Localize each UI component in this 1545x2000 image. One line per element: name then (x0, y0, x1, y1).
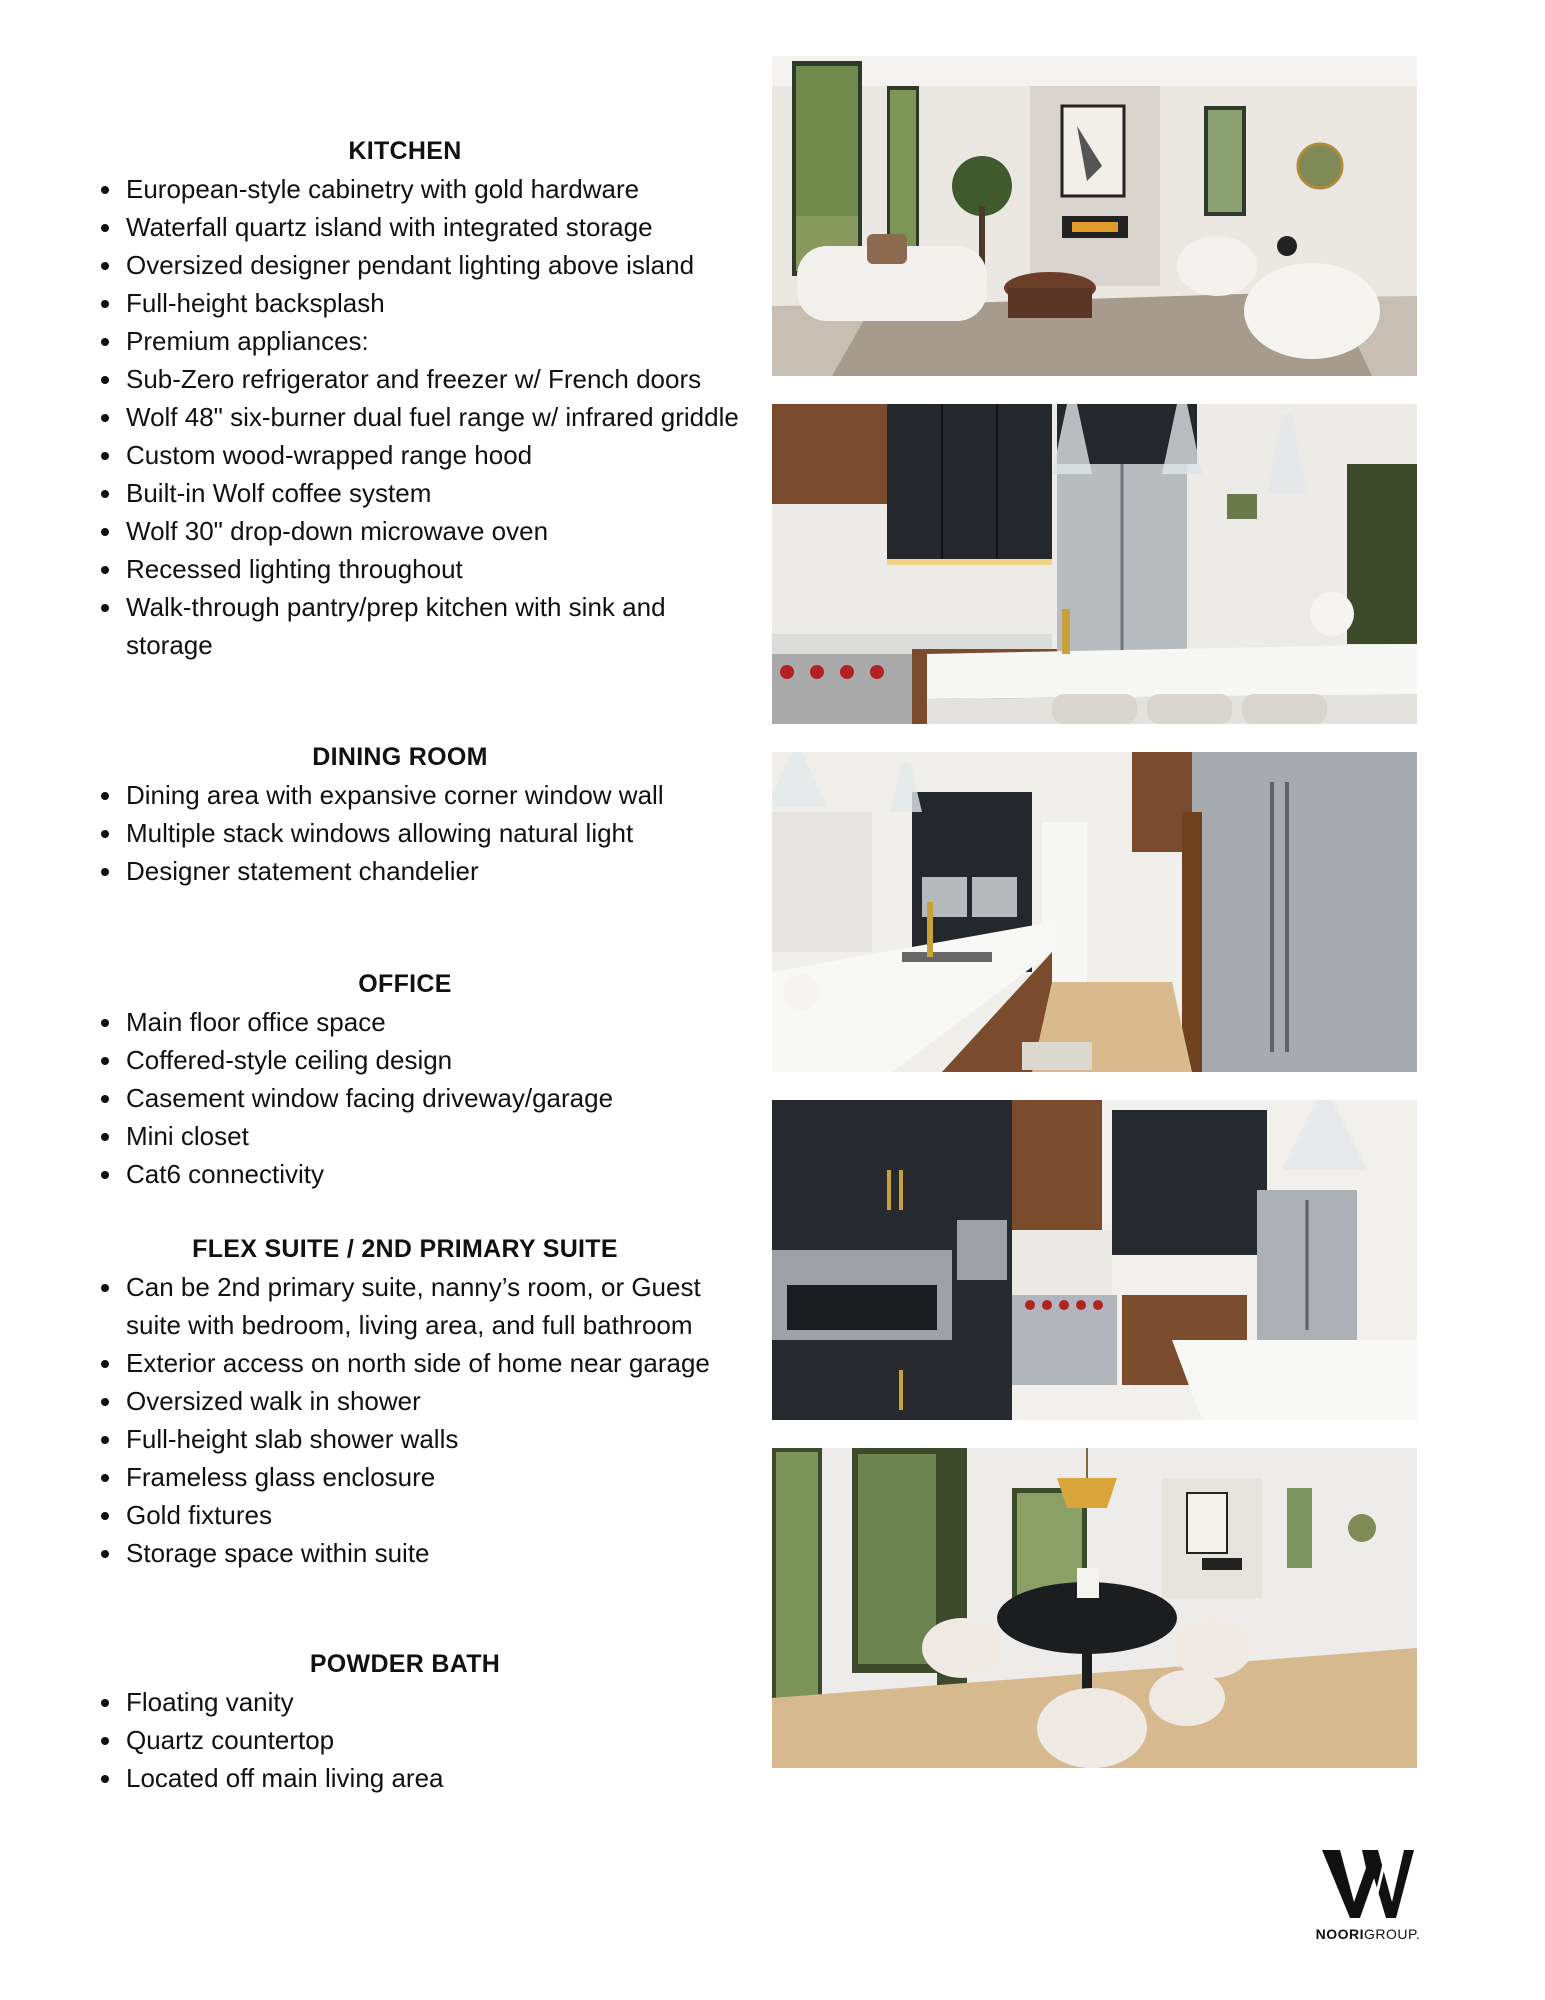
flex-suite-heading: FLEX SUITE / 2ND PRIMARY SUITE (192, 1235, 618, 1263)
list-item: • Frameless glass enclosure (124, 1458, 744, 1496)
list-item: • Main floor office space (124, 1003, 744, 1041)
flex-suite-list (96, 1268, 744, 1572)
w-logo-mark (1320, 1846, 1416, 1922)
list-item: • European-style cabinetry with gold hardware (124, 170, 744, 208)
list-item: • Coffered-style ceiling design (124, 1041, 744, 1079)
list-item: • Sub-Zero refrigerator and freezer w/ French doors (124, 360, 744, 398)
dining-heading: DINING ROOM (312, 743, 488, 771)
office-heading: OFFICE (358, 970, 452, 998)
kitchen-galley-photo (772, 752, 1417, 1072)
list-item: • Full-height backsplash (124, 284, 744, 322)
list-item: • Casement window facing driveway/garage (124, 1079, 744, 1117)
list-item: • Storage space within suite (124, 1534, 744, 1572)
list-item: • Can be 2nd primary suite, nanny’s room, or Guest suite with bedroom, living area, and full bathroom (124, 1268, 744, 1344)
office-list (96, 1003, 744, 1193)
list-item: • Oversized designer pendant lighting above island (124, 246, 744, 284)
kitchen-island-photo (772, 404, 1417, 724)
list-item: • Custom wood-wrapped range hood (124, 436, 744, 474)
list-item: • Mini closet (124, 1117, 744, 1155)
list-item: • Designer statement chandelier (124, 852, 744, 890)
kitchen-heading: KITCHEN (348, 137, 462, 165)
list-item: • Recessed lighting throughout (124, 550, 744, 588)
list-item: • Premium appliances: (124, 322, 744, 360)
noori-group-logo (1298, 1846, 1438, 1946)
list-item: • Multiple stack windows allowing natural light (124, 814, 744, 852)
list-item: • Wolf 48" six-burner dual fuel range w/ infrared griddle (124, 398, 744, 436)
list-item: • Oversized walk in shower (124, 1382, 744, 1420)
dining-list (96, 776, 744, 890)
list-item: • Waterfall quartz island with integrated storage (124, 208, 744, 246)
powder-bath-heading: POWDER BATH (309, 1650, 501, 1678)
living-room-photo (772, 56, 1417, 376)
brand-name: NOORIGROUP. (1315, 1926, 1421, 1942)
list-item: • Gold fixtures (124, 1496, 744, 1534)
list-item: • Full-height slab shower walls (124, 1420, 744, 1458)
list-item: • Floating vanity (124, 1683, 744, 1721)
list-item: • Built-in Wolf coffee system (124, 474, 744, 512)
list-item: • Cat6 connectivity (124, 1155, 744, 1193)
kitchen-range-photo (772, 1100, 1417, 1420)
powder-bath-list (96, 1683, 744, 1797)
list-item: • Wolf 30" drop-down microwave oven (124, 512, 744, 550)
list-item: • Located off main living area (124, 1759, 744, 1797)
dining-room-photo (772, 1448, 1417, 1768)
list-item: • Quartz countertop (124, 1721, 744, 1759)
list-item: • Walk-through pantry/prep kitchen with sink and storage (124, 588, 744, 664)
list-item: • Dining area with expansive corner window wall (124, 776, 744, 814)
list-item: • Exterior access on north side of home near garage (124, 1344, 744, 1382)
kitchen-list (96, 170, 744, 664)
